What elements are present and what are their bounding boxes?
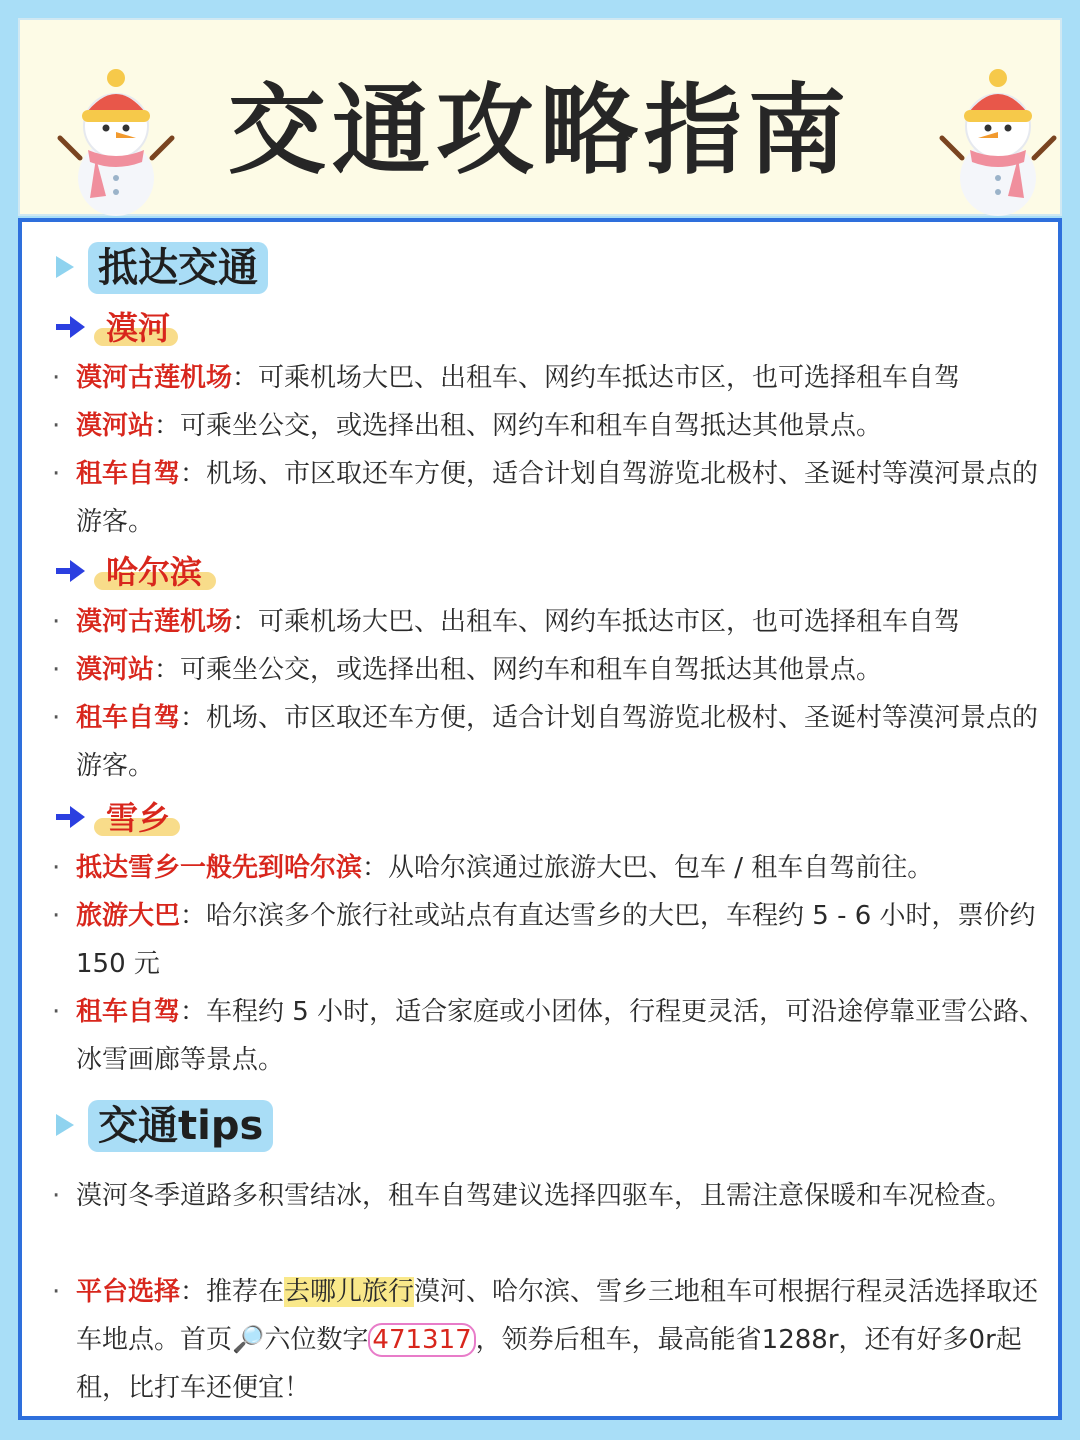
section-title: 交通tips bbox=[88, 1100, 273, 1152]
item-key: 漠河站 bbox=[76, 655, 155, 685]
tip-key: 平台选择 bbox=[76, 1277, 181, 1307]
item-key: 漠河古莲机场 bbox=[76, 363, 233, 393]
subheading-label: 雪乡 bbox=[106, 799, 171, 837]
tip-text: ：推荐在 bbox=[180, 1277, 285, 1307]
subheading-label: 哈尔滨 bbox=[106, 553, 203, 591]
item-text: ：机场、市区取还车方便，适合计划自驾游览北极村、圣诞村等漠河景点的游客。 bbox=[76, 459, 1039, 537]
triangle-icon bbox=[56, 256, 74, 278]
triangle-icon bbox=[56, 1114, 74, 1136]
item-text: ：从哈尔滨通过旅游大巴、包车 / 租车自驾前往。 bbox=[362, 853, 934, 883]
item-text: ：可乘坐公交，或选择出租、网约车和租车自驾抵达其他景点。 bbox=[154, 411, 883, 441]
item-text: ：车程约 5 小时，适合家庭或小团体，行程更灵活，可沿途停靠亚雪公路、冰雪画廊等景点。 bbox=[76, 997, 1046, 1075]
arrow-right-icon bbox=[56, 314, 86, 340]
item-text: ：可乘机场大巴、出租车、网约车抵达市区，也可选择租车自驾 bbox=[232, 607, 961, 637]
content-card: 抵达交通 漠河 · 漠河古莲机场：可乘机场大巴、出租车、网约车抵达市区，也可选择租车自驾 · 漠河站：可乘坐公交，或选择出租、网约车和租车自驾抵达其他景点。 · 租车自驾：机场、市区取还车方便，适合计划自驾游览北极村、圣诞村等漠河景点的游客。 哈尔滨 · 漠河古莲机场：可乘机场大巴、出租车、网约车抵达市区，也可选择租车自驾 · 漠河站：可乘坐公交，或选择出租、网约车和租车自驾抵达其他景点。 · 租车自驾：机场、市区取还车方便，适合计划自驾游览北极村、圣诞村等漠河景点的游客。 雪乡 · 抵达雪乡一般先到哈尔滨：从哈尔滨通过旅游大巴、包车 / 租车自驾前往。 · 旅游大巴：哈尔滨多个旅行社或站点有直达雪乡的大巴，车程约 5 - 6 小时，票价约 150 元 · 租车自驾：车程约 5 小时，适合家庭或小团体，行程更灵活，可沿途停靠亚雪公路、冰雪画廊等景点。 交通tips · 漠河冬季道路多积雪结冰，租车自驾建议选择四驱车，且需注意保暖和车况检查。 · 平台选择：推荐在去哪儿旅行漠河、哈尔滨、雪乡三地租车可根据行程灵活选择取还车地点。首页🔎六位数字 471317 ，领券后租车，最高能省1288r，还有好多0r起租，比打车还便宜！ bbox=[18, 218, 1062, 1420]
promo-code: 471317 bbox=[368, 1323, 475, 1357]
arrow-right-icon bbox=[56, 558, 86, 584]
item-key: 租车自驾 bbox=[76, 997, 181, 1027]
snowman-icon bbox=[938, 58, 1058, 218]
section-title: 抵达交通 bbox=[88, 242, 268, 294]
item-text: ：哈尔滨多个旅行社或站点有直达雪乡的大巴，车程约 5 - 6 小时，票价约 150 元 bbox=[76, 901, 1036, 979]
item-text: ：可乘坐公交，或选择出租、网约车和租车自驾抵达其他景点。 bbox=[154, 655, 883, 685]
item-text: ：机场、市区取还车方便，适合计划自驾游览北极村、圣诞村等漠河景点的游客。 bbox=[76, 703, 1039, 781]
magnifier-icon: 🔎 bbox=[232, 1325, 265, 1355]
item-key: 租车自驾 bbox=[76, 703, 181, 733]
arrow-right-icon bbox=[56, 804, 86, 830]
tip-text: 漠河冬季道路多积雪结冰，租车自驾建议选择四驱车，且需注意保暖和车况检查。 bbox=[76, 1181, 1013, 1211]
platform-highlight: 去哪儿旅行 bbox=[284, 1277, 415, 1307]
tip-text: ，领券后租车，最高能省1288r，还有好多0r起租，比打车还便宜！ bbox=[76, 1325, 1022, 1403]
item-key: 漠河站 bbox=[76, 411, 155, 441]
page-title: 交通攻略指南 bbox=[227, 74, 852, 188]
item-key: 旅游大巴 bbox=[76, 901, 181, 931]
subheading-label: 漠河 bbox=[106, 309, 171, 347]
item-key: 抵达雪乡一般先到哈尔滨 bbox=[76, 853, 363, 883]
header-banner bbox=[18, 18, 1062, 216]
tip-text: 漠河、哈尔滨、雪乡三地租车可根据行程灵活选择取还车地点。首页 bbox=[76, 1277, 1039, 1355]
tip-text: 六位数字 bbox=[264, 1325, 369, 1355]
item-key: 租车自驾 bbox=[76, 459, 181, 489]
item-text: ：可乘机场大巴、出租车、网约车抵达市区，也可选择租车自驾 bbox=[232, 363, 961, 393]
item-key: 漠河古莲机场 bbox=[76, 607, 233, 637]
